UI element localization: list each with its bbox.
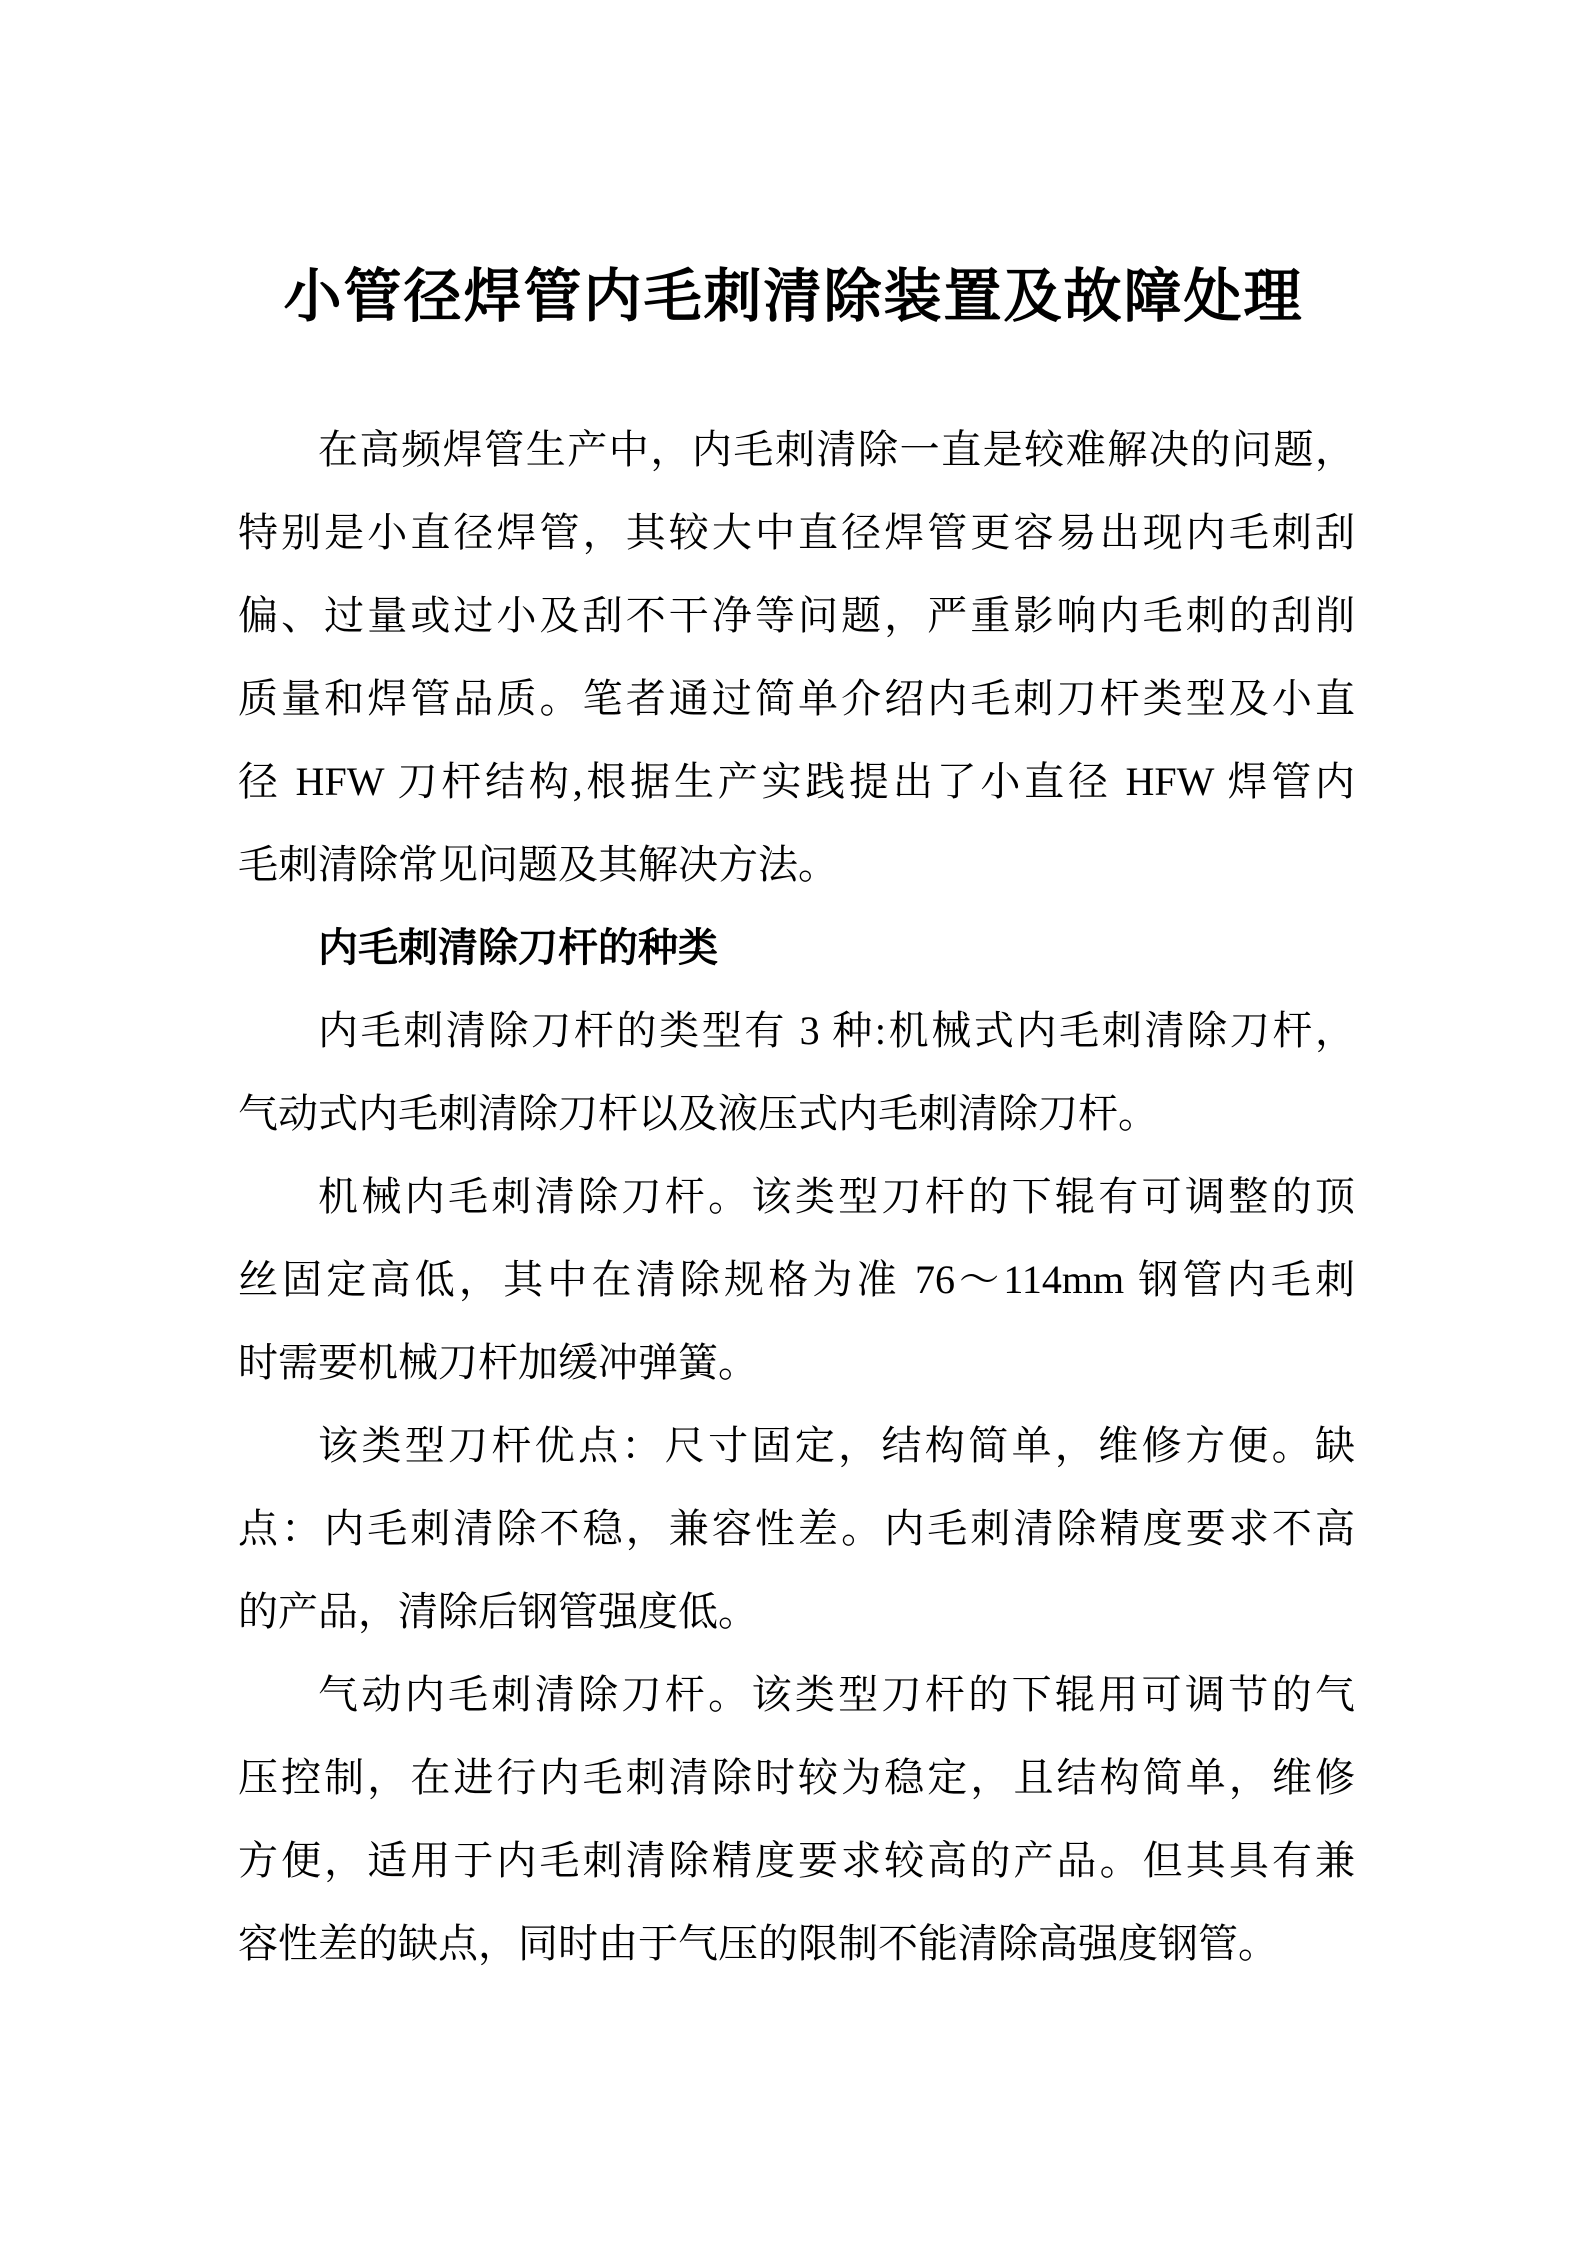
document-title: 小管径焊管内毛刺清除装置及故障处理 xyxy=(283,264,1304,329)
text-line: 毛刺清除常见问题及其解决方法。 xyxy=(238,842,838,887)
text-line: 偏、过量或过小及刮不干净等问题，严重影响内毛刺的刮削 xyxy=(238,593,1355,638)
text-line: 点：内毛刺清除不稳，兼容性差。内毛刺清除精度要求不高 xyxy=(238,1506,1355,1551)
paragraph xyxy=(238,1155,1355,1404)
document-body xyxy=(238,408,1355,1985)
text-line: 的产品，清除后钢管强度低。 xyxy=(238,1589,758,1634)
text-line: 内毛刺清除刀杆的类型有 3 种:机械式内毛刺清除刀杆， xyxy=(318,1008,1355,1053)
paragraph xyxy=(238,408,1355,906)
text-line: 丝固定高低，其中在清除规格为准 76～114mm 钢管内毛刺 xyxy=(238,1257,1355,1302)
text-line: 容性差的缺点，同时由于气压的限制不能清除高强度钢管。 xyxy=(238,1921,1278,1966)
paragraph xyxy=(238,1653,1355,1985)
text-line: 径 HFW 刀杆结构,根据生产实践提出了小直径 HFW 焊管内 xyxy=(238,759,1355,804)
text-line: 在高频焊管生产中，内毛刺清除一直是较难解决的问题， xyxy=(318,427,1355,472)
text-line: 方便，适用于内毛刺清除精度要求较高的产品。但其具有兼 xyxy=(238,1838,1355,1883)
text-line: 气动内毛刺清除刀杆。该类型刀杆的下辊用可调节的气 xyxy=(318,1672,1355,1717)
text-line: 压控制，在进行内毛刺清除时较为稳定，且结构简单，维修 xyxy=(238,1755,1355,1800)
paragraph xyxy=(238,989,1355,1155)
text-line: 气动式内毛刺清除刀杆以及液压式内毛刺清除刀杆。 xyxy=(238,1091,1158,1136)
text-line: 该类型刀杆优点：尺寸固定，结构简单，维修方便。缺 xyxy=(318,1423,1355,1468)
paragraph xyxy=(238,1404,1355,1653)
section-heading xyxy=(238,906,1355,989)
text-line: 质量和焊管品质。笔者通过简单介绍内毛刺刀杆类型及小直 xyxy=(238,676,1355,721)
text-line: 时需要机械刀杆加缓冲弹簧。 xyxy=(238,1340,758,1385)
text-line: 内毛刺清除刀杆的种类 xyxy=(318,925,718,970)
text-line: 机械内毛刺清除刀杆。该类型刀杆的下辊有可调整的顶 xyxy=(318,1174,1355,1219)
text-line: 特别是小直径焊管，其较大中直径焊管更容易出现内毛刺刮 xyxy=(238,510,1355,555)
